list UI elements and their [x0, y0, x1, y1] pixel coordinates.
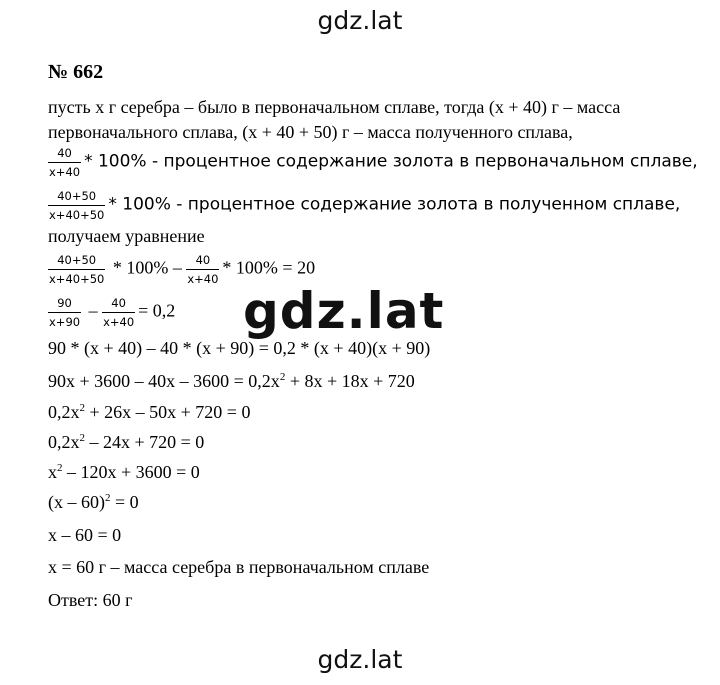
fraction-denominator: x+40+50	[49, 208, 105, 222]
equation-2	[48, 296, 175, 329]
equation-operator: –	[88, 300, 98, 321]
exponent: 2	[79, 432, 85, 444]
equation-part: – 120х + 3600 = 0	[62, 462, 200, 482]
site-footer: gdz.lat	[317, 645, 403, 674]
fraction	[186, 253, 219, 286]
line-text: * 100% - процентное содержание золота в первоначальном сплаве,	[84, 151, 698, 172]
equation-4	[48, 371, 415, 392]
fraction	[48, 296, 81, 329]
fraction-numerator: 40	[102, 296, 135, 313]
equation-part: 0,2х	[48, 432, 80, 452]
fraction-denominator: x+40	[103, 315, 135, 329]
equation-tail: * 100% = 20	[222, 257, 316, 278]
solution-line-4	[48, 189, 680, 222]
equation-3: 90 * (х + 40) – 40 * (х + 90) = 0,2 * (х + 40)(х + 90)	[48, 338, 431, 358]
equation-part: (х – 60)	[48, 492, 105, 512]
equation-10: х = 60 г – масса серебра в первоначальном сплаве	[48, 557, 430, 577]
exponent: 2	[79, 402, 85, 414]
fraction-denominator: x+40	[49, 165, 81, 179]
equation-5	[48, 402, 250, 423]
fraction-denominator: x+90	[49, 315, 81, 329]
solution-line-1: пусть х г серебра – было в первоначальном сплаве, тогда (х + 40) г – масса	[48, 97, 621, 117]
fraction	[48, 253, 105, 286]
fraction	[48, 189, 105, 222]
equation-part: + 8х + 18х + 720	[285, 371, 415, 391]
watermark: gdz.lat	[243, 282, 445, 340]
answer: Ответ: 60 г	[48, 590, 133, 610]
equation-tail: = 0,2	[138, 300, 176, 321]
exponent: 2	[105, 492, 111, 504]
equation-operator: * 100% –	[112, 257, 182, 278]
equation-part: 0,2х	[48, 402, 80, 422]
solution-line-5: получаем уравнение	[48, 226, 205, 246]
fraction-numerator: 40+50	[48, 189, 105, 206]
equation-8	[48, 492, 139, 513]
exponent: 2	[279, 371, 286, 383]
exponent: 2	[57, 462, 63, 474]
solution-line-2: первоначального сплава, (х + 40 + 50) г – масса полученного сплава,	[48, 122, 573, 142]
fraction-denominator: x+40	[187, 272, 219, 286]
site-header: gdz.lat	[317, 6, 403, 35]
fraction-numerator: 40+50	[48, 253, 105, 270]
equation-9: х – 60 = 0	[48, 525, 122, 545]
fraction	[102, 296, 135, 329]
equation-part: 90х + 3600 – 40х – 3600 = 0,2х	[48, 371, 280, 391]
fraction-numerator: 40	[186, 253, 219, 270]
problem-number: № 662	[48, 61, 104, 83]
equation-part: = 0	[110, 492, 139, 512]
line-text: * 100% - процентное содержание золота в полученном сплаве,	[108, 194, 681, 215]
fraction-numerator: 90	[48, 296, 81, 313]
equation-7	[48, 462, 200, 483]
fraction-numerator: 40	[48, 146, 81, 163]
equation-part: – 24х + 720 = 0	[85, 432, 205, 452]
fraction-denominator: x+40+50	[49, 272, 105, 286]
equation-6	[48, 432, 204, 453]
fraction	[48, 146, 81, 179]
solution-line-3	[48, 146, 698, 179]
equation-part: + 26х – 50х + 720 = 0	[85, 402, 251, 422]
equation-part: х	[48, 462, 57, 482]
